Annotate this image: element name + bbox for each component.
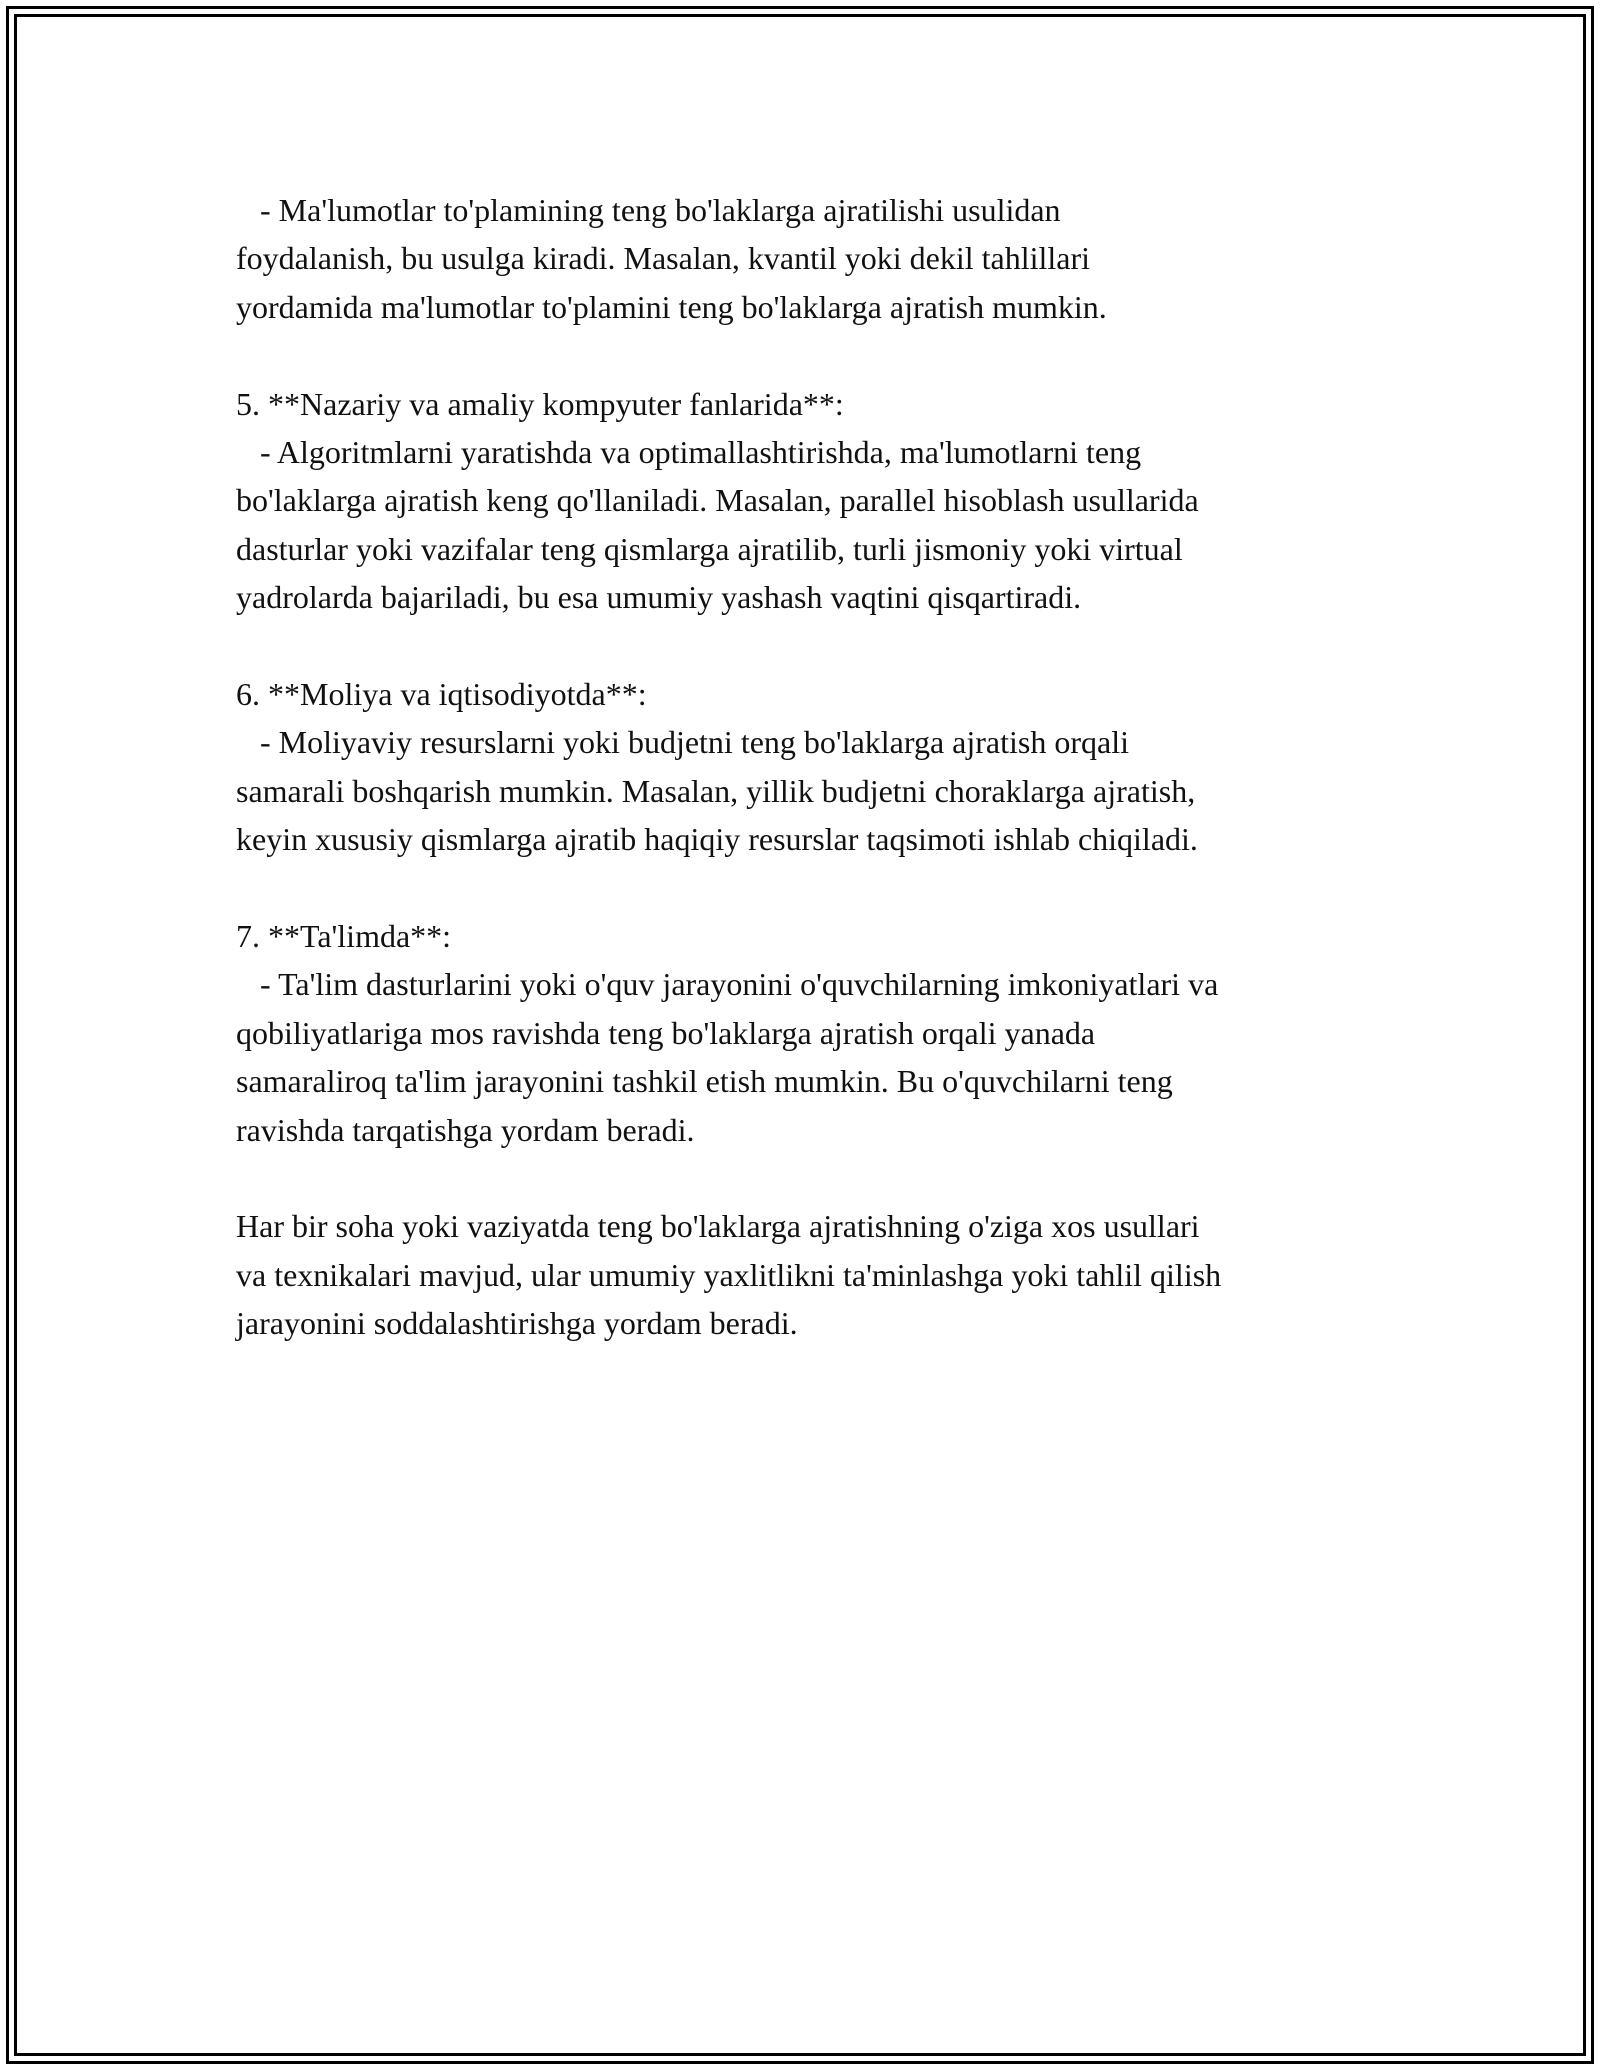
text-line: yadrolarda bajariladi, bu esa umumiy yashash vaqtini qisqartiradi.: [236, 579, 1082, 616]
text-line: foydalanish, bu usulga kiradi. Masalan, kvantil yoki dekil tahlillari: [236, 240, 1091, 277]
paragraph-conclusion: [236, 1202, 1436, 1347]
text-line: Har bir soha yoki vaziyatda teng bo'laklarga ajratishning o'ziga xos usullari: [236, 1208, 1200, 1245]
section-heading: 6. **Moliya va iqtisodiyotda**:: [236, 676, 647, 713]
text-line: - Ma'lumotlar to'plamining teng bo'laklarga ajratilishi usulidan: [236, 192, 1061, 228]
paragraph-finance: [236, 670, 1436, 864]
section-heading: 7. **Ta'limda**:: [236, 918, 452, 955]
paragraph-data-splitting: [236, 186, 1436, 331]
text-line: bo'laklarga ajratish keng qo'llaniladi. Masalan, parallel hisoblash usullarida: [236, 482, 1199, 519]
text-line: - Moliyaviy resurslarni yoki budjetni teng bo'laklarga ajratish orqali: [236, 724, 1129, 761]
text-line: samarali boshqarish mumkin. Masalan, yillik budjetni choraklarga ajratish,: [236, 772, 1196, 809]
text-line: dasturlar yoki vazifalar teng qismlarga ajratilib, turli jismoniy yoki virtual: [236, 530, 1183, 567]
text-line: keyin xususiy qismlarga ajratib haqiqiy resurslar taqsimoti ishlab chiqiladi.: [236, 821, 1198, 858]
text-line: yordamida ma'lumotlar to'plamini teng bo'laklarga ajratish mumkin.: [236, 288, 1107, 325]
text-line: ravishda tarqatishga yordam beradi.: [236, 1111, 695, 1148]
section-heading: 5. **Nazariy va amaliy kompyuter fanlarida**:: [236, 385, 844, 422]
document-body: [236, 186, 1436, 1396]
paragraph-computer-science: [236, 380, 1436, 622]
text-line: - Algoritmlarni yaratishda va optimallashtirishda, ma'lumotlarni teng: [236, 434, 1142, 471]
paragraph-education: [236, 912, 1436, 1154]
text-line: qobiliyatlariga mos ravishda teng bo'laklarga ajratish orqali yanada: [236, 1014, 1096, 1051]
text-line: samaraliroq ta'lim jarayonini tashkil etish mumkin. Bu o'quvchilarni teng: [236, 1063, 1173, 1100]
text-line: - Ta'lim dasturlarini yoki o'quv jarayonini o'quvchilarning imkoniyatlari va: [236, 966, 1219, 1003]
text-line: va texnikalari mavjud, ular umumiy yaxlitlikni ta'minlashga yoki tahlil qilish: [236, 1256, 1222, 1293]
text-line: jarayonini soddalashtirishga yordam beradi.: [236, 1305, 798, 1342]
